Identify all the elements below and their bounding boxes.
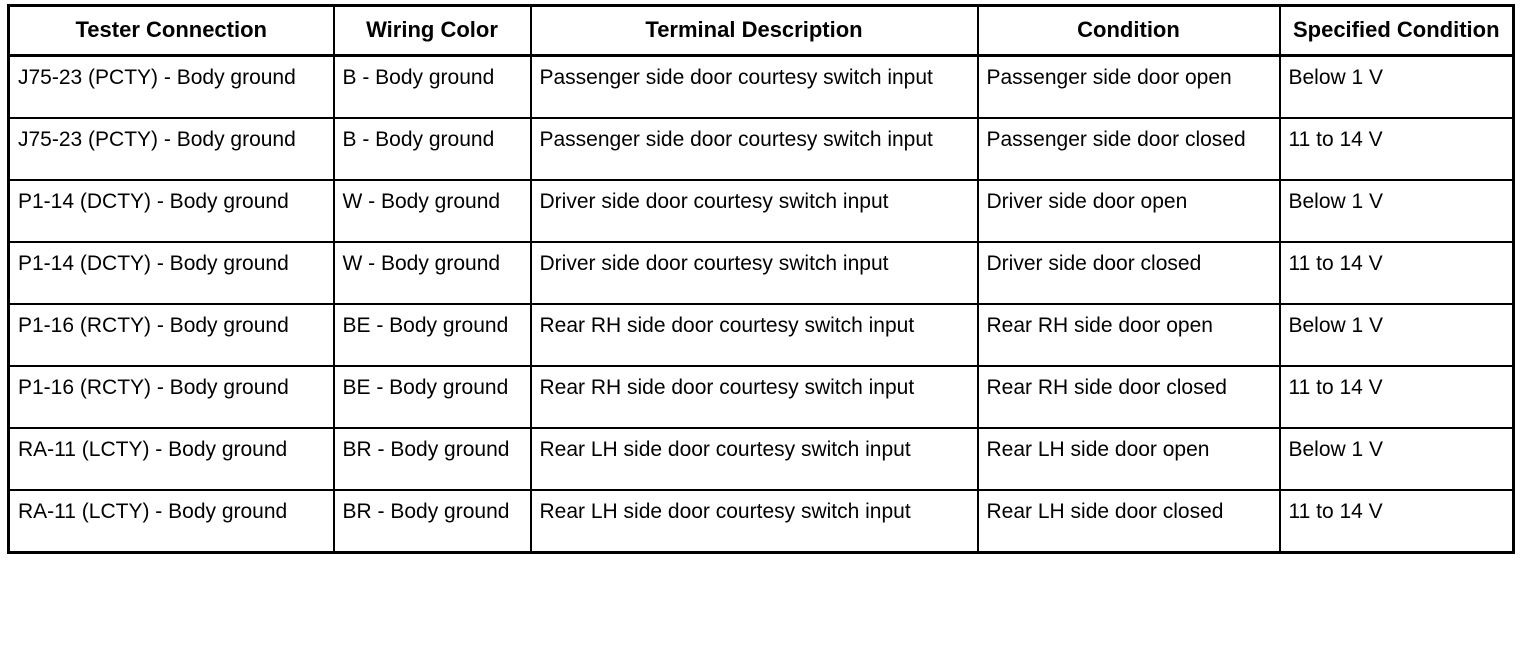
cell-text: BR - Body ground [342,499,510,523]
cell-text: P1-14 (DCTY) - Body ground [18,189,289,213]
cell-text: Rear RH side door closed [986,375,1227,399]
cell-terminal-description [531,304,978,366]
cell-text: 11 to 14 V [1288,251,1383,275]
cell-condition [978,366,1280,428]
cell-condition [978,304,1280,366]
cell-tester-connection [9,366,334,428]
cell-text: Driver side door open [986,189,1188,213]
cell-text: P1-16 (RCTY) - Body ground [18,375,289,399]
cell-terminal-description [531,490,978,553]
cell-text: Rear RH side door courtesy switch input [539,313,915,337]
cell-text: J75-23 (PCTY) - Body ground [18,127,296,151]
table-row [9,304,1514,366]
cell-text: W - Body ground [342,189,501,213]
table-row [9,180,1514,242]
table-body [9,55,1514,552]
cell-wiring-color [334,366,531,428]
specification-table [7,4,1515,554]
cell-text: P1-16 (RCTY) - Body ground [18,313,289,337]
cell-specified-condition [1280,366,1514,428]
cell-text: Passenger side door courtesy switch input [539,65,933,89]
table-row [9,55,1514,118]
cell-condition [978,118,1280,180]
cell-specified-condition [1280,490,1514,553]
table-header [9,6,1514,56]
cell-specified-condition [1280,180,1514,242]
cell-text: Driver side door closed [986,251,1202,275]
column-header-specified-condition: Specified Condition [1280,6,1514,56]
cell-text: Below 1 V [1288,313,1384,337]
cell-text: Below 1 V [1288,189,1384,213]
cell-text: Rear LH side door courtesy switch input [539,499,911,523]
cell-condition [978,428,1280,490]
cell-text: P1-14 (DCTY) - Body ground [18,251,289,275]
cell-text: RA-11 (LCTY) - Body ground [18,437,288,461]
cell-text: 11 to 14 V [1288,127,1383,151]
cell-text: Below 1 V [1288,65,1384,89]
cell-text: B - Body ground [342,127,495,151]
cell-text: Passenger side door open [986,65,1232,89]
cell-text: J75-23 (PCTY) - Body ground [18,65,296,89]
cell-text: BR - Body ground [342,437,510,461]
cell-tester-connection [9,118,334,180]
cell-terminal-description [531,242,978,304]
table-row [9,118,1514,180]
cell-specified-condition [1280,304,1514,366]
cell-wiring-color [334,242,531,304]
cell-text: Below 1 V [1288,437,1384,461]
cell-text: W - Body ground [342,251,501,275]
cell-text: Passenger side door closed [986,127,1246,151]
table-row [9,242,1514,304]
cell-text: Rear LH side door courtesy switch input [539,437,911,461]
table-row [9,428,1514,490]
cell-wiring-color [334,304,531,366]
cell-tester-connection [9,304,334,366]
cell-condition [978,242,1280,304]
cell-text: Rear LH side door open [986,437,1210,461]
cell-text: Driver side door courtesy switch input [539,189,889,213]
cell-wiring-color [334,490,531,553]
cell-terminal-description [531,180,978,242]
cell-tester-connection [9,490,334,553]
cell-terminal-description [531,55,978,118]
cell-text: B - Body ground [342,65,495,89]
cell-wiring-color [334,428,531,490]
column-header-tester-connection: Tester Connection [9,6,334,56]
cell-tester-connection [9,55,334,118]
cell-text: BE - Body ground [342,375,509,399]
cell-text: 11 to 14 V [1288,499,1383,523]
column-header-wiring-color: Wiring Color [334,6,531,56]
cell-tester-connection [9,180,334,242]
cell-text: 11 to 14 V [1288,375,1383,399]
cell-terminal-description [531,428,978,490]
table-row [9,366,1514,428]
cell-text: Rear RH side door open [986,313,1213,337]
cell-text: Rear LH side door closed [986,499,1224,523]
cell-tester-connection [9,428,334,490]
column-header-condition: Condition [978,6,1280,56]
cell-specified-condition [1280,118,1514,180]
cell-specified-condition [1280,428,1514,490]
cell-specified-condition [1280,55,1514,118]
column-header-terminal-description: Terminal Description [531,6,978,56]
cell-condition [978,490,1280,553]
cell-text: RA-11 (LCTY) - Body ground [18,499,288,523]
cell-tester-connection [9,242,334,304]
table-row [9,490,1514,553]
table-header-row [9,6,1514,56]
cell-condition [978,55,1280,118]
cell-wiring-color [334,55,531,118]
cell-condition [978,180,1280,242]
cell-text: BE - Body ground [342,313,509,337]
cell-wiring-color [334,118,531,180]
cell-specified-condition [1280,242,1514,304]
cell-text: Passenger side door courtesy switch input [539,127,933,151]
cell-text: Driver side door courtesy switch input [539,251,889,275]
cell-text: Rear RH side door courtesy switch input [539,375,915,399]
cell-terminal-description [531,366,978,428]
cell-terminal-description [531,118,978,180]
cell-wiring-color [334,180,531,242]
